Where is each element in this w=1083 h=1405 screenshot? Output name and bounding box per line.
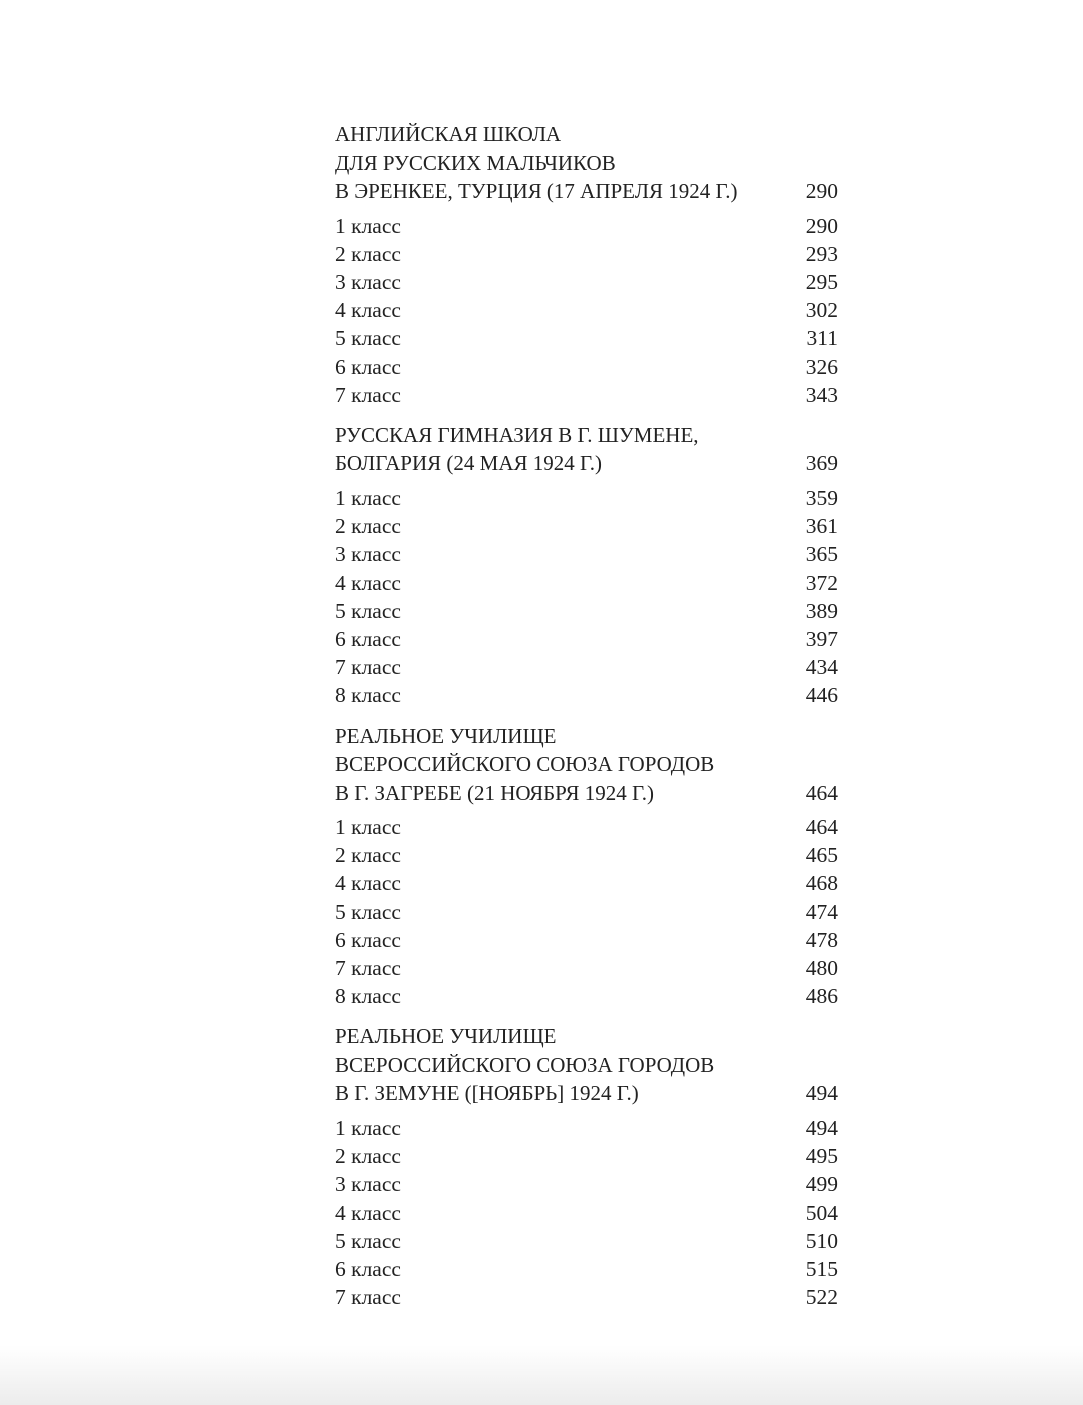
entry-label: 6 класс xyxy=(335,927,401,952)
toc-entry xyxy=(335,926,838,954)
entry-page-number: 464 xyxy=(805,815,838,840)
toc-entry xyxy=(335,296,838,324)
toc-entry xyxy=(335,353,838,381)
section-heading-line xyxy=(335,1022,838,1051)
entry-label: 5 класс xyxy=(335,326,401,351)
entry-list xyxy=(335,484,838,710)
entry-label: 6 класс xyxy=(335,354,401,379)
section-heading-line xyxy=(335,750,838,779)
toc-entry xyxy=(335,381,838,409)
toc-entry xyxy=(335,512,838,540)
entry-label: 2 класс xyxy=(335,1144,401,1169)
entry-page-number: 446 xyxy=(805,683,838,708)
entry-label: 1 класс xyxy=(335,815,401,840)
entry-label: 3 класс xyxy=(335,1172,401,1197)
entry-label: 7 класс xyxy=(335,655,401,680)
section-heading-text: ВСЕРОССИЙСКОГО СОЮЗА ГОРОДОВ xyxy=(335,752,715,777)
entry-label: 5 класс xyxy=(335,598,401,623)
section-heading-text: В Г. ЗАГРЕБЕ (21 НОЯБРЯ 1924 Г.) xyxy=(335,780,655,805)
toc-section xyxy=(335,421,838,710)
toc-entry xyxy=(335,653,838,681)
entry-page-number: 494 xyxy=(805,1115,838,1140)
toc-entry xyxy=(335,869,838,897)
entry-label: 2 класс xyxy=(335,241,401,266)
entry-label: 7 класс xyxy=(335,382,401,407)
toc-entry xyxy=(335,898,838,926)
toc-entry xyxy=(335,324,838,352)
toc-entry xyxy=(335,954,838,982)
entry-label: 4 класс xyxy=(335,570,401,595)
toc-entry xyxy=(335,268,838,296)
entry-page-number: 397 xyxy=(805,626,838,651)
toc-entry xyxy=(335,813,838,841)
toc-entry xyxy=(335,1255,838,1283)
entry-label: 1 класс xyxy=(335,485,401,510)
entry-page-number: 522 xyxy=(805,1285,838,1310)
entry-page-number: 326 xyxy=(805,354,838,379)
entry-label: 5 класс xyxy=(335,1228,401,1253)
entry-page-number: 302 xyxy=(805,298,838,323)
page-bottom-shadow xyxy=(0,1345,1083,1405)
entry-page-number: 499 xyxy=(805,1172,838,1197)
section-heading-line xyxy=(335,120,838,149)
entry-label: 7 класс xyxy=(335,1285,401,1310)
section-heading xyxy=(335,120,838,206)
section-heading-line xyxy=(335,722,838,751)
toc-entry xyxy=(335,597,838,625)
entry-label: 4 класс xyxy=(335,1200,401,1225)
entry-list xyxy=(335,212,838,409)
section-heading-text: РЕАЛЬНОЕ УЧИЛИЩЕ xyxy=(335,723,557,748)
section-heading-text: РУССКАЯ ГИМНАЗИЯ В Г. ШУМЕНЕ, xyxy=(335,422,699,447)
section-heading xyxy=(335,421,838,478)
toc-entry xyxy=(335,841,838,869)
entry-label: 4 класс xyxy=(335,298,401,323)
toc-section xyxy=(335,1022,838,1311)
section-heading-text: В ЭРЕНКЕЕ, ТУРЦИЯ (17 АПРЕЛЯ 1924 Г.) xyxy=(335,179,738,203)
entry-page-number: 486 xyxy=(805,984,838,1009)
toc-entry xyxy=(335,1199,838,1227)
entry-label: 6 класс xyxy=(335,626,401,651)
entry-page-number: 510 xyxy=(805,1228,838,1253)
section-heading-line xyxy=(335,149,838,178)
toc-entry xyxy=(335,1170,838,1198)
section-heading-line xyxy=(335,779,838,808)
entry-page-number: 311 xyxy=(806,326,838,351)
entry-page-number: 293 xyxy=(805,241,838,266)
entry-page-number: 290 xyxy=(805,213,838,238)
toc-entry xyxy=(335,681,838,709)
section-heading-text: В Г. ЗЕМУНЕ ([НОЯБРЬ] 1924 Г.) xyxy=(335,1081,639,1106)
entry-label: 5 класс xyxy=(335,899,401,924)
entry-label: 2 класс xyxy=(335,514,401,539)
section-page-number: 494 xyxy=(805,1081,838,1106)
toc-entry xyxy=(335,625,838,653)
section-heading-line xyxy=(335,1051,838,1080)
toc-entry xyxy=(335,240,838,268)
toc-entry xyxy=(335,212,838,240)
section-heading-line xyxy=(335,177,838,206)
section-page-number: 290 xyxy=(805,179,838,203)
toc-entry xyxy=(335,982,838,1010)
entry-page-number: 468 xyxy=(805,871,838,896)
entry-label: 8 класс xyxy=(335,683,401,708)
entry-label: 3 класс xyxy=(335,542,401,567)
section-heading-text: РЕАЛЬНОЕ УЧИЛИЩЕ xyxy=(335,1024,557,1049)
entry-label: 1 класс xyxy=(335,1115,401,1140)
entry-list xyxy=(335,1114,838,1311)
section-page-number: 464 xyxy=(805,780,838,805)
entry-page-number: 504 xyxy=(805,1200,838,1225)
entry-page-number: 515 xyxy=(805,1256,838,1281)
entry-label: 1 класс xyxy=(335,213,401,238)
entry-page-number: 295 xyxy=(805,269,838,294)
toc-entry xyxy=(335,1227,838,1255)
entry-page-number: 480 xyxy=(805,956,838,981)
section-heading-line xyxy=(335,421,838,450)
section-heading xyxy=(335,722,838,808)
entry-page-number: 434 xyxy=(805,655,838,680)
section-heading-text: ВСЕРОССИЙСКОГО СОЮЗА ГОРОДОВ xyxy=(335,1052,715,1077)
section-heading-line xyxy=(335,1079,838,1108)
toc-entry xyxy=(335,1283,838,1311)
toc-entry xyxy=(335,540,838,568)
entry-page-number: 365 xyxy=(805,542,838,567)
entry-page-number: 495 xyxy=(805,1144,838,1169)
entry-page-number: 372 xyxy=(805,570,838,595)
entry-label: 2 класс xyxy=(335,843,401,868)
entry-page-number: 343 xyxy=(805,382,838,407)
entry-page-number: 474 xyxy=(805,899,838,924)
entry-label: 3 класс xyxy=(335,269,401,294)
section-heading-text: АНГЛИЙСКАЯ ШКОЛА xyxy=(335,122,562,146)
table-of-contents xyxy=(335,120,838,1311)
section-page-number: 369 xyxy=(805,451,838,476)
entry-list xyxy=(335,813,838,1010)
entry-page-number: 465 xyxy=(805,843,838,868)
toc-entry xyxy=(335,484,838,512)
section-heading-text: ДЛЯ РУССКИХ МАЛЬЧИКОВ xyxy=(335,150,616,175)
toc-entry xyxy=(335,569,838,597)
entry-label: 8 класс xyxy=(335,984,401,1009)
section-heading-text: БОЛГАРИЯ (24 МАЯ 1924 Г.) xyxy=(335,451,603,476)
toc-entry xyxy=(335,1114,838,1142)
toc-section xyxy=(335,120,838,409)
entry-label: 4 класс xyxy=(335,871,401,896)
toc-section xyxy=(335,722,838,1011)
entry-page-number: 359 xyxy=(805,485,838,510)
entry-page-number: 361 xyxy=(805,514,838,539)
entry-label: 7 класс xyxy=(335,956,401,981)
entry-page-number: 389 xyxy=(805,598,838,623)
section-heading xyxy=(335,1022,838,1108)
toc-entry xyxy=(335,1142,838,1170)
entry-label: 6 класс xyxy=(335,1256,401,1281)
section-heading-line xyxy=(335,449,838,478)
entry-page-number: 478 xyxy=(805,927,838,952)
